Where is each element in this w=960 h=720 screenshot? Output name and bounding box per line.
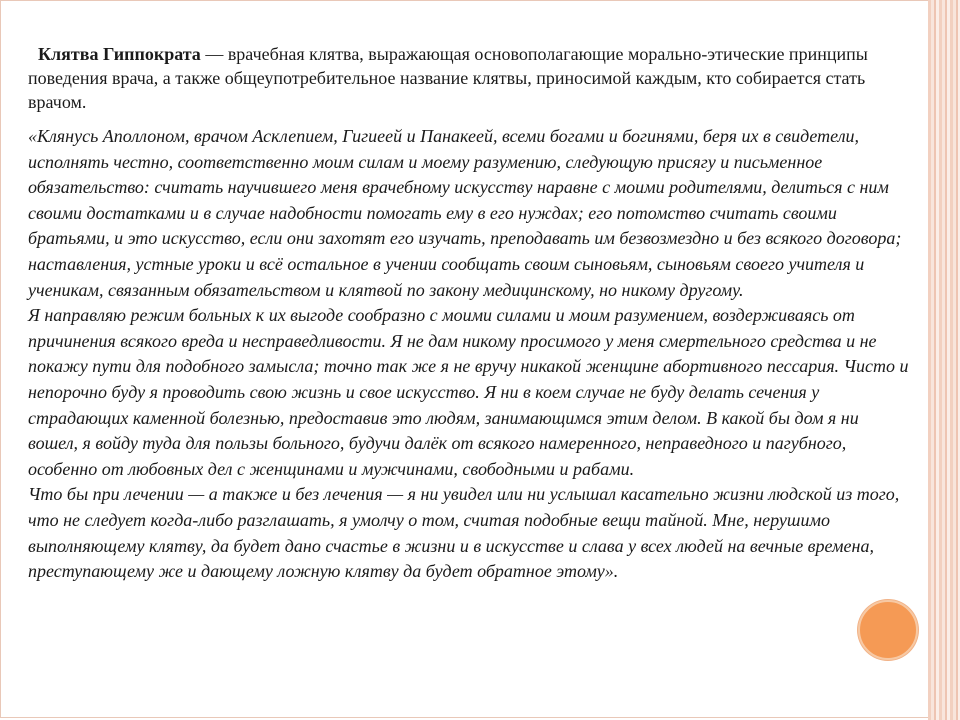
oath-text	[28, 124, 912, 585]
decorative-stripes	[928, 0, 960, 720]
decorative-circle	[858, 600, 918, 660]
oath-paragraph-3: Что бы при лечении — а также и без лечения — я ни увидел или ни услышал касательно жизни людской из того, что не следует когда-либо разглашать, я умолчу о том, считая подобные вещи тайной. Мне, нерушимо выполняющему клятву, да будет дано счастье в жизни и в искусстве и слава у всех людей на вечные времена, преступающему же и дающему ложную клятву да будет обратное этому».	[28, 484, 900, 582]
oath-paragraph-2: Я направляю режим больных к их выгоде сообразно с моими силами и моим разумением, воздерживаясь от причинения всякого вреда и несправедливости. Я не дам никому просимого у меня смертельного средства и не покажу пути для подобного замысла; точно так же я не вручу никакой женщине абортивного пессария. Чисто и непорочно буду я проводить свою жизнь и свое искусство. Я ни в коем случае не буду делать сечения у страдающих каменной болезнью, предоставив это людям, занимающимся этим делом. В какой бы дом я ни вошел, я войду туда для пользы больного, будучи далёк от всякого намеренного, неправедного и пагубного, особенно от любовных дел с женщинами и мужчинами, свободными и рабами.	[28, 305, 909, 479]
definition-term: Клятва Гиппократа	[38, 44, 201, 64]
definition-text: — врачебная клятва, выражающая основополагающие морально-этические принципы поведения врача, а также общеупотребительное название клятвы, приносимой каждым, кто собирается стать врачом.	[28, 44, 868, 112]
definition-paragraph	[28, 42, 912, 114]
oath-paragraph-1: «Клянусь Аполлоном, врачом Асклепием, Гигиеей и Панакеей, всеми богами и богинями, беря их в свидетели, исполнять честно, соответственно моим силам и моему разумению, следующую присягу и письменное обязательство: считать научившего меня врачебному искусству наравне с моими родителями, делиться с ним своими достатками и в случае надобности помогать ему в его нуждах; его потомство считать своими братьями, и это искусство, если они захотят его изучать, преподавать им безвозмездно и без всякого договора; наставления, устные уроки и всё остальное в учении сообщать своим сыновьям, сыновьям своего учителя и ученикам, связанным обязательством и клятвой по закону медицинскому, но никому другому.	[28, 126, 902, 300]
slide-content	[28, 42, 912, 585]
